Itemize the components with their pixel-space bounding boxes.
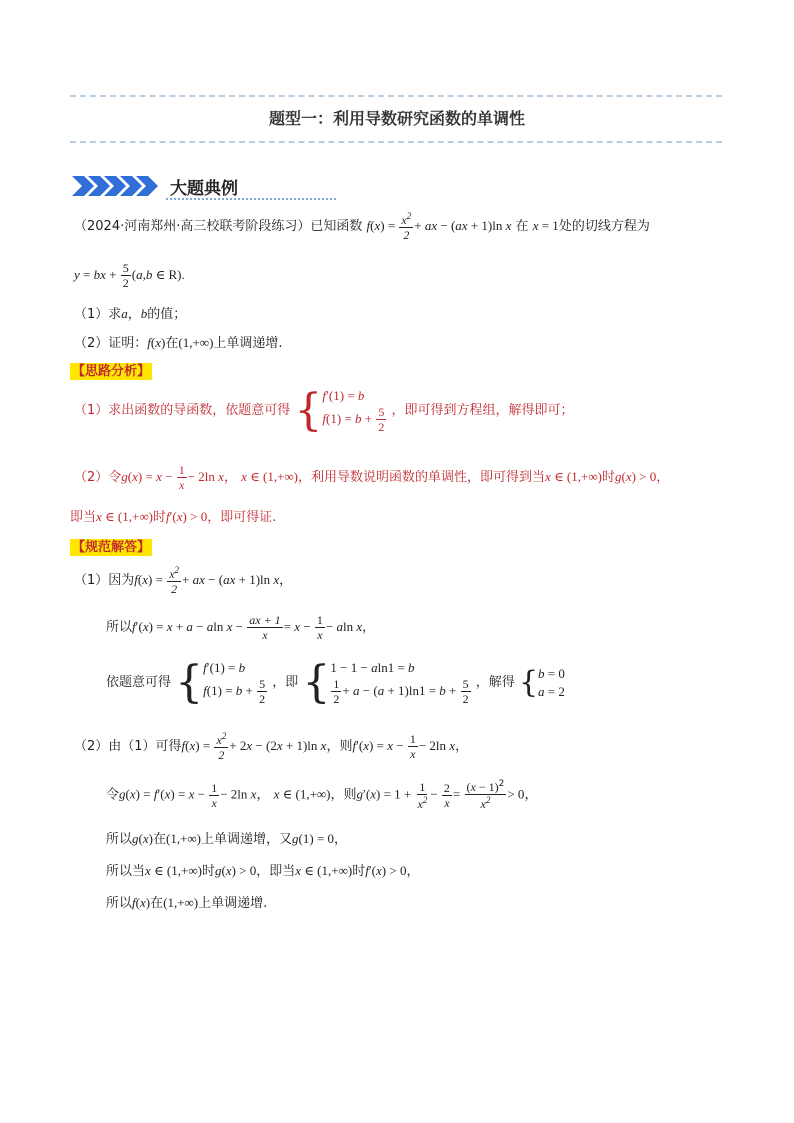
- solution-step-5: 令g(x) = f′(x) = x − $\frac{1}{x}$ − 2ln x， x ∈ (1,+∞)，则g′(x) = 1 + $\frac{1}{x^2}$ − $\frac{2}{x}$ = $\frac{(x - 1)^2}{x^2}$ > 0，: [106, 779, 538, 811]
- solution-step-8: 所以f(x)在(1,+∞)上单调递增.: [106, 895, 268, 911]
- section-label: 大题典例: [170, 179, 238, 199]
- problem-line-2: y = bx + $\frac{5}{2}$ (a,b ∈ R).: [74, 261, 185, 290]
- solution-step-2: 所以f′(x) = x + a − aln x − $\frac{ax + 1}{x}$ = x − $\frac{1}{x}$ − aln x，: [106, 613, 376, 642]
- question-2: （2）证明：f(x)在(1,+∞)上单调递增.: [74, 335, 283, 351]
- problem-line-1: （2024·河南郑州·高三校联考阶段练习）已知函数 f(x) = $\frac{x^2}{2}$ + ax − (ax + 1)ln x 在 x = 1处的切线方程为: [74, 211, 650, 242]
- chevron-arrows-icon: [72, 173, 162, 199]
- function-expression: f: [366, 218, 371, 233]
- solution-step-4: （2）由（1）可得f(x) = $\frac{x^2}{2}$ + 2x − (2x + 1)ln x，则f′(x) = x − $\frac{1}{x}$ − 2ln x，: [74, 731, 469, 762]
- solution-step-3: 依题意可得 { f′(1) = b f(1) = b + $\frac{5}{2}$ ，即 { 1 − 1 − aln1 = b $\frac{1}{2}$ + a − (a + 1)ln1 = b + $\frac{5}{2}$ ，解得 { b = 0 a = 2: [106, 656, 565, 708]
- analysis-line-3: 即当x ∈ (1,+∞)时f′(x) > 0，即可得证.: [70, 509, 277, 525]
- problem-source: （2024·河南郑州·高三校联考阶段练习）已知函数: [74, 219, 363, 234]
- solution-step-6: 所以g(x)在(1,+∞)上单调递增，又g(1) = 0，: [106, 831, 348, 847]
- analysis-line-1: （1）求出函数的导函数，依题意可得 { f′(1) = b f(1) = b + $\frac{5}{2}$ ，即可得到方程组，解得即可；: [74, 384, 574, 436]
- question-1: （1）求a，b的值；: [74, 306, 187, 322]
- section-underline: [166, 198, 336, 200]
- equation-system: { f′(1) = b f(1) = b + $\frac{5}{2}$: [294, 384, 385, 436]
- top-dashed-rule: [70, 95, 722, 97]
- page-title: 题型一：利用导数研究函数的单调性: [268, 109, 525, 128]
- solution-step-7: 所以当x ∈ (1,+∞)时g(x) > 0，即当x ∈ (1,+∞)时f′(x) > 0，: [106, 863, 420, 879]
- analysis-label: 【思路分析】: [72, 364, 151, 379]
- solution-step-1: （1）因为f(x) = $\frac{x^2}{2}$ + ax − (ax + 1)ln x，: [74, 565, 293, 596]
- analysis-line-2: （2）令g(x) = x − $\frac{1}{x}$ − 2ln x， x ∈ (1,+∞)，利用导数说明函数的单调性，即可得到当x ∈ (1,+∞)时g(x) > 0，: [74, 463, 670, 492]
- solution-label: 【规范解答】: [72, 540, 151, 555]
- bottom-dashed-rule: [70, 141, 722, 143]
